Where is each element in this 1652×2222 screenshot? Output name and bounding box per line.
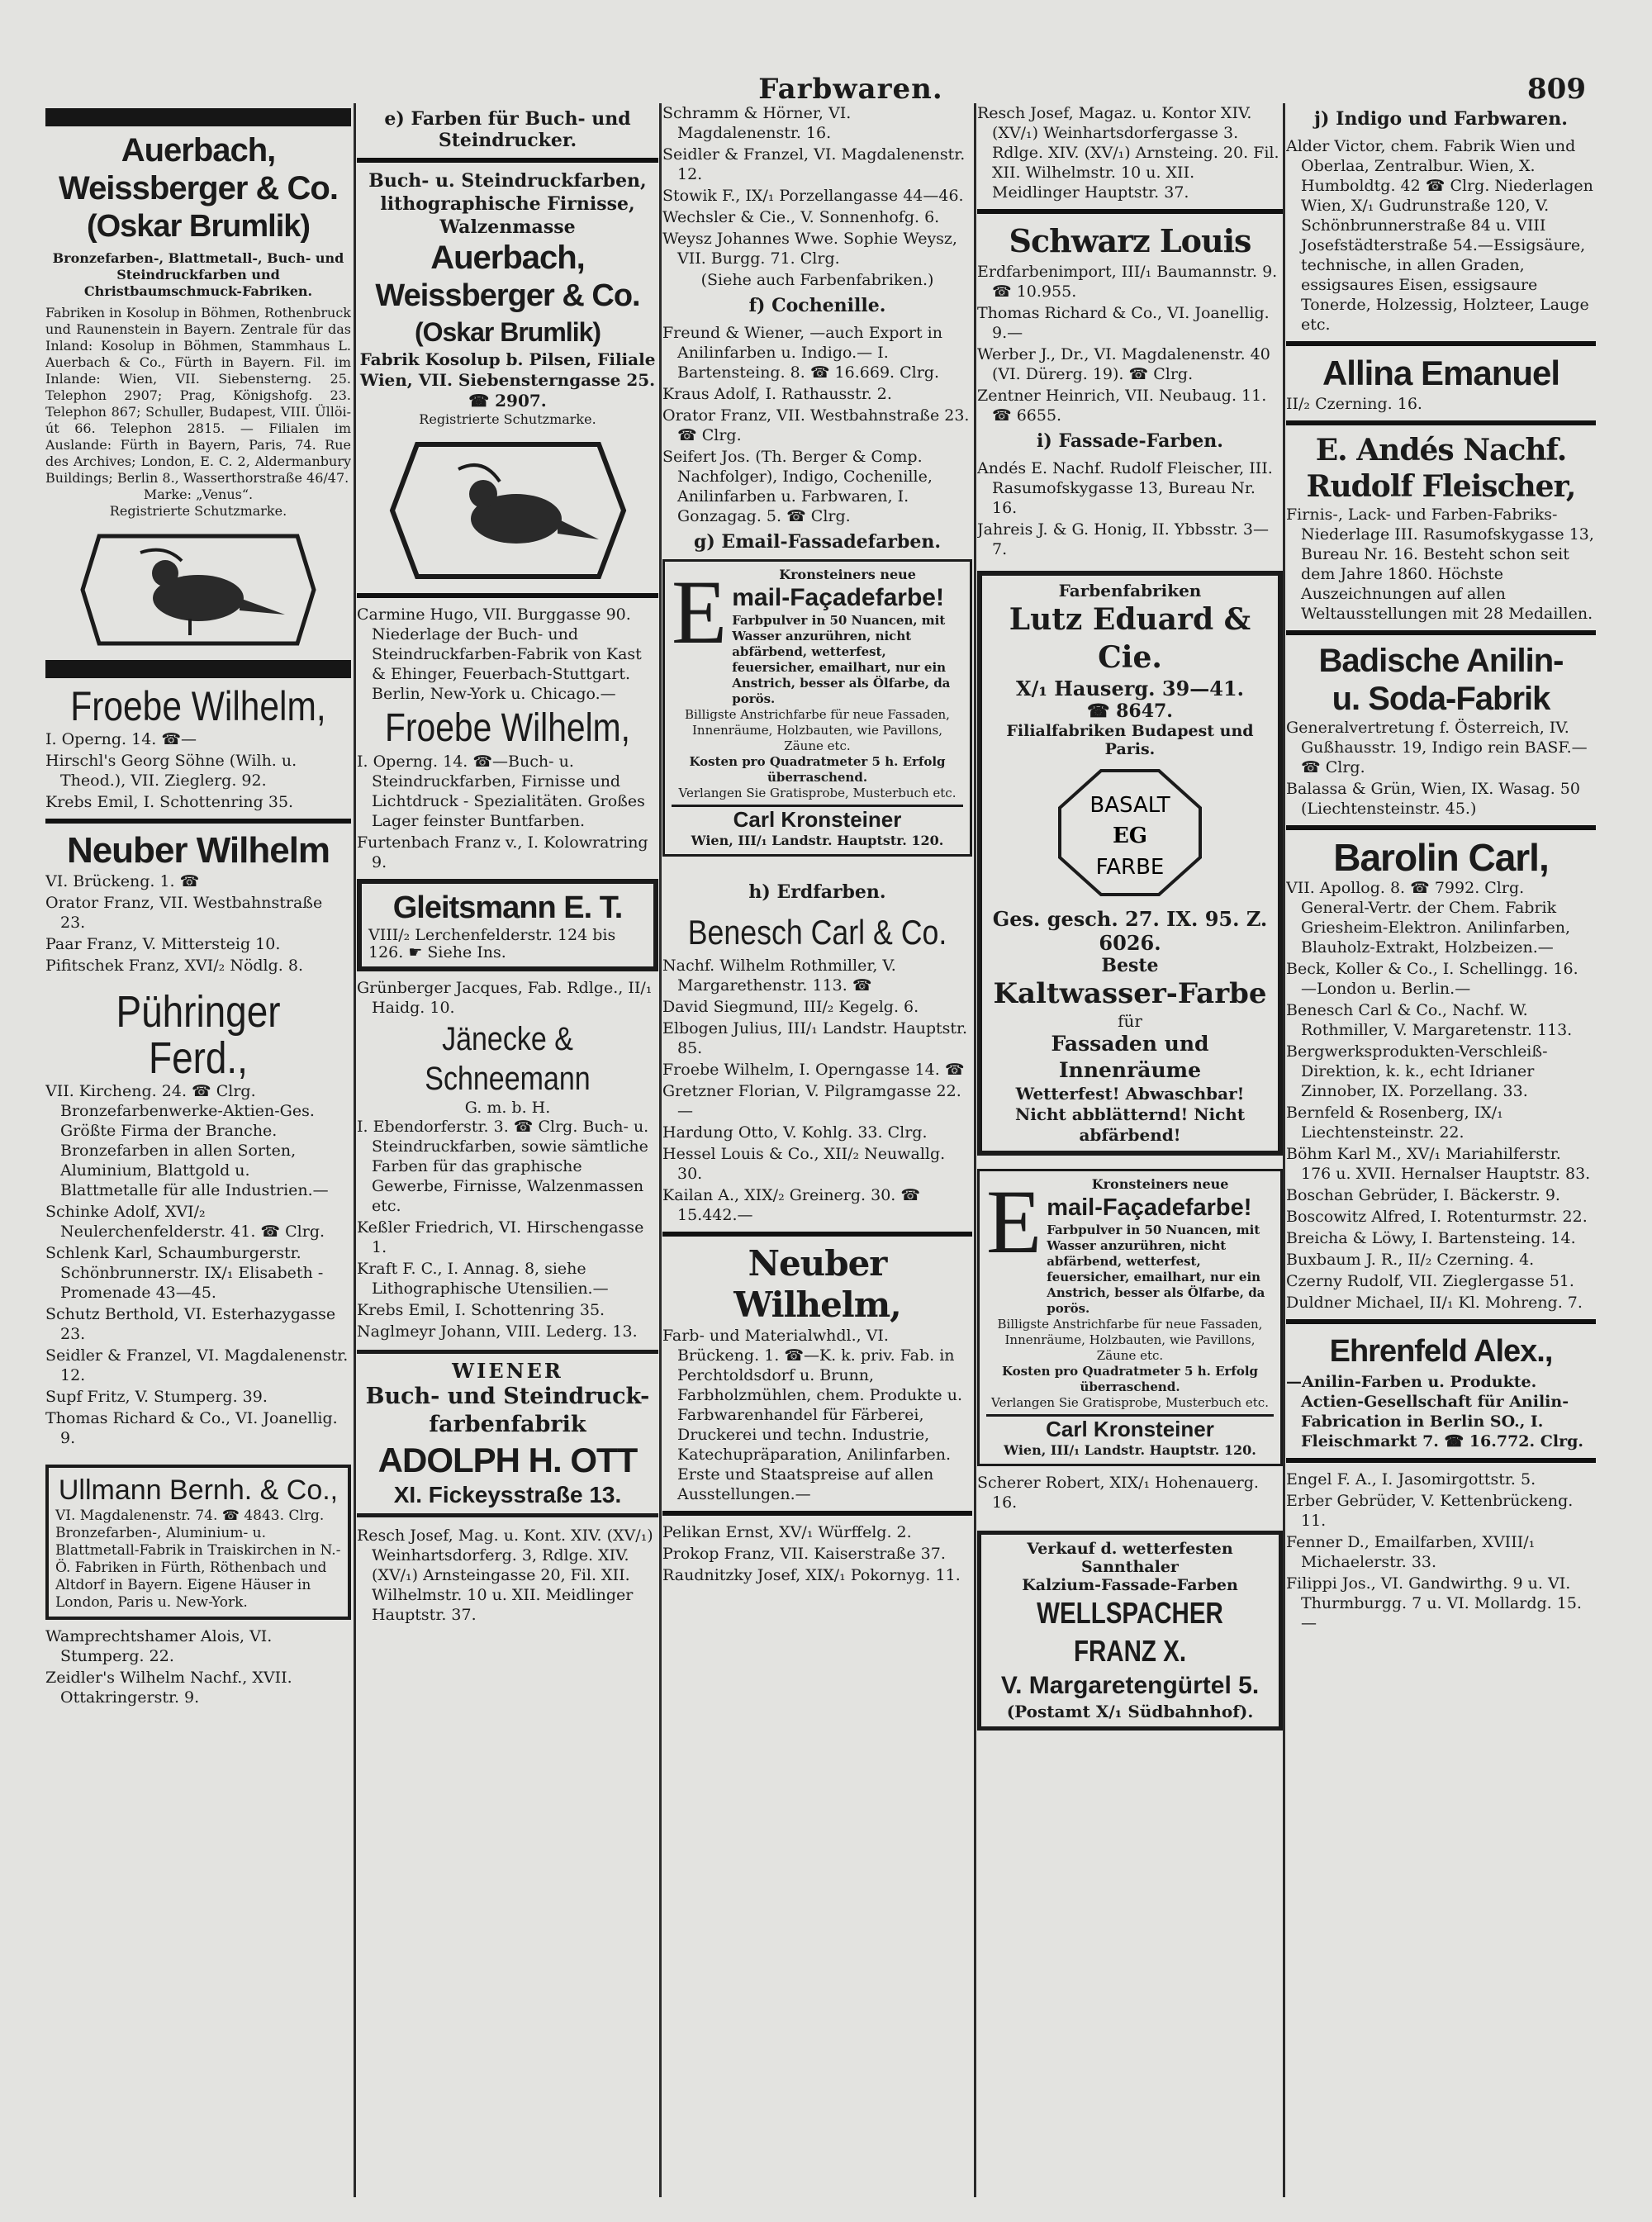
listing-entry: Stowik F., IX/₁ Porzellangasse 44—46. [662, 187, 964, 205]
ad-addr: Wien, III/₁ Landstr. Hauptstr. 120. [691, 833, 944, 848]
listing-entry: (Siehe auch Farbenfabriken.) [700, 271, 934, 289]
ad-name: ADOLPH H. OTT [377, 1441, 638, 1479]
ad-initial: E [986, 1171, 1042, 1272]
listing-entry: Elbogen Julius, III/₁ Landstr. Hauptstr. 85. [662, 1019, 968, 1057]
ad-wellspacher [977, 1531, 1283, 1731]
listing-entry: Nachf. Wilhelm Rothmiller, V. Margarethenstr. 113. ☎ [662, 957, 896, 995]
listing-entry: Beck, Koller & Co., I. Schellingg. 16. —London u. Berlin.— [1286, 960, 1578, 998]
divider [662, 1232, 972, 1237]
ad-name: Weissberger & Co. [59, 170, 338, 207]
listing-entry: I. Ebendorferstr. 3. ☎ Clrg. Buch- u. Steindruckfarben, sowie sämtliche Farben für das graphische Gewerbe, Firnisse, Walzenmassen etc. [357, 1118, 649, 1215]
listing-entry: Seidler & Franzel, VI. Magdalenenstr. 12. [662, 145, 966, 183]
ad-top: Kronsteiners neue [1091, 1176, 1229, 1192]
seal-text-bottom: FARBE [1095, 855, 1165, 880]
listing-entry: Böhm Karl M., XV/₁ Mariahilferstr. 176 u. XVII. Hernalser Hauptstr. 83. [1286, 1145, 1591, 1183]
listing-entry: Zentner Heinrich, VII. Neubaug. 11. ☎ 6655. [977, 387, 1267, 425]
ad-tel: ☎ 8647. [1087, 700, 1173, 722]
divider [1286, 1319, 1596, 1324]
listing-entry: Raudnitzky Josef, XIX/₁ Pokornyg. 11. [662, 1566, 961, 1584]
listing-entry: Zeidler's Wilhelm Nachf., XVII. Ottakringerstr. 9. [45, 1669, 292, 1707]
bird-trademark-icon [384, 436, 632, 585]
listing-entry: I. Operng. 14. ☎—Buch- u. Steindruckfarben, Firnisse und Lichtdruck - Spezialitäten. Großes Lager feinster Buntfarben. [357, 753, 645, 830]
ad-top: Kronsteiners neue [779, 567, 916, 582]
listing-entry: VII. Apollog. 8. ☎ 7992. Clrg. General-Vertr. der Chem. Fabrik Griesheim-Elektron. Anilinfarben, Blauholz-Extrakt, Holzbeizen.— [1286, 879, 1571, 957]
barolin-title: Barolin Carl, [1333, 836, 1549, 879]
page-title: Farbwaren. [758, 73, 943, 106]
andes-title: Rudolf Fleischer, [1306, 469, 1576, 504]
listing-entry: Gretzner Florian, V. Pilgramgasse 22.— [662, 1082, 961, 1120]
listing-entry: Hirschl's Georg Söhne (Wilh. u. Theod.), VII. Zieglerg. 92. [45, 752, 297, 790]
ad-top: Farbenfabriken [1058, 581, 1202, 601]
listing-entry: Jahreis J. & G. Honig, II. Ybbsstr. 3—7. [977, 520, 1269, 558]
listing-entry: Buxbaum J. R., II/₂ Czerning. 4. [1286, 1251, 1535, 1269]
ad-kronsteiner-2 [977, 1169, 1283, 1466]
ad-fuer: für [1118, 1011, 1142, 1031]
column-rule [974, 103, 976, 2197]
listing-entry: Furtenbach Franz v., I. Kolowratring 9. [357, 833, 648, 871]
divider [662, 1511, 972, 1516]
ad-gleitsmann [357, 879, 658, 971]
ad-body: Verlangen Sie Gratisprobe, Musterbuch etc. [678, 786, 957, 800]
ad-claim: Wetterfest! Abwaschbar! Nicht abblätternd! Nicht abfärbend! [1014, 1084, 1246, 1145]
listing-entry: Paar Franz, V. Mittersteig 10. [45, 935, 281, 953]
ad-name: Auerbach, [121, 132, 276, 169]
column-5 [1286, 103, 1596, 2201]
listing-entry: Krebs Emil, I. Schottenring 35. [357, 1301, 605, 1319]
ad-headline: mail-Façadefarbe! [732, 584, 944, 611]
listing-entry: Schutz Berthold, VI. Esterhazygasse 23. [45, 1305, 336, 1343]
ad-line: Buch- u. Steindruckfarben, lithographische Firnisse, Walzenmasse [368, 170, 647, 238]
divider [45, 819, 351, 824]
listing-entry: I. Operng. 14. ☎— [45, 730, 197, 748]
seal-text-top: BASALT [1089, 793, 1170, 818]
column-1 [45, 103, 351, 2201]
listing-entry: Balassa & Grün, Wien, IX. Wasag. 50 (Liechtensteinstr. 45.) [1286, 780, 1580, 818]
ad-body: Farbpulver in 50 Nuancen, mit Wasser anzurühren, nicht abfärbend, wetterfest, feuersicher, emailhart, nur ein Anstrich, besser als Ölfarbe, da porös. [732, 613, 951, 706]
ad-body: Fabriken in Kosolup in Böhmen, Rothenbruck und Raunenstein in Bayern. Zentrale für das Inland: Kosolup in Böhmen, Stammhaus L. Auerbach & Co., Fürth in Bayern. Fil. im Inlande: Wien, VII. Siebensterng. 25. Telephon 2907; Prag, Königshofg. 23. Telephon 867; Schuller, Budapest, VIII. Üllöi-út 66. Telephon 2815. — Filialen im Auslande: Fürth in Bayern, Paris, 74. Rue des Archives; London, E. C. 2, Aldermanbury Buildings; Berlin 8., Wasserthorstraße 46/47. [45, 305, 351, 486]
listing-entry: Erdfarbenimport, III/₁ Baumannstr. 9. ☎ 10.955. [977, 263, 1278, 301]
ad-addr: V. Margaretengürtel 5. [1000, 1672, 1260, 1699]
ad-firm: Carl Kronsteiner [986, 1414, 1274, 1442]
divider [1286, 825, 1596, 830]
ad-mark: Marke: „Venus“. [143, 487, 254, 502]
listing-entry: Grünberger Jacques, Fab. Rdlge., II/₁ Haidg. 10. [357, 979, 653, 1017]
divider [977, 209, 1283, 214]
listing-entry: Bergwerksprodukten-Verschleiß-Direktion, k. k., echt Idrianer Zinnober, IX. Porzellang. 33. [1286, 1042, 1548, 1100]
ehrenfeld-title: Ehrenfeld Alex., [1329, 1334, 1553, 1369]
listing-entry: Filippi Jos., VI. Gandwirthg. 9 u. VI. Thurmburgg. 7 u. VI. Mollardg. 15.— [1286, 1574, 1582, 1632]
listing-entry: Carmine Hugo, VII. Burggasse 90. Niederlage der Buch- und Steindruckfarben-Fabrik von Kast & Ehinger, Feuerbach-Stuttgart. Berlin, New-York u. Chicago.— [357, 605, 642, 703]
ad-best: Beste [1101, 955, 1159, 976]
section-heading: e) Farben für Buch- und Steindrucker. [384, 108, 631, 151]
listing-entry: Schramm & Hörner, VI. Magdalenenstr. 16. [662, 104, 852, 142]
neuber-title: Neuber Wilhelm, [733, 1243, 901, 1325]
divider [1286, 420, 1596, 425]
ad-name: Auerbach, [430, 240, 585, 276]
listing-entry: Froebe Wilhelm, I. Operngasse 14. ☎ [662, 1061, 965, 1079]
ad-line: Verkauf d. wetterfesten Sannthaler [1027, 1540, 1233, 1576]
listing-entry: Supf Fritz, V. Stumperg. 39. [45, 1388, 268, 1406]
listing-entry: II/₂ Czerning. 16. [1286, 395, 1422, 413]
listing-entry: Hardung Otto, V. Kohlg. 33. Clrg. [662, 1123, 928, 1142]
listing-entry: Wechsler & Cie., V. Sonnenhofg. 6. [662, 208, 940, 226]
seal-text-mid: EG [1112, 824, 1148, 848]
froebe-title: Froebe Wilhelm, [70, 683, 326, 729]
page-number: 809 [1527, 73, 1586, 106]
divider [1286, 1458, 1596, 1463]
listing-entry: Weysz Johannes Wwe. Sophie Weysz, VII. Burgg. 71. Clrg. [662, 230, 957, 268]
divider [357, 158, 658, 163]
listing-entry: Seifert Jos. (Th. Berger & Comp. Nachfolger), Indigo, Cochenille, Anilinfarben u. Farbwaren, I. Gonzagag. 5. ☎ Clrg. [662, 448, 933, 525]
andes-title: E. Andés Nachf. [1315, 433, 1567, 468]
ad-line: Kalzium-Fassade-Farben [1022, 1576, 1238, 1594]
listing-entry: Engel F. A., I. Jasomirgottstr. 5. [1286, 1470, 1536, 1488]
ad-addr: Wien, III/₁ Landstr. Hauptstr. 120. [1004, 1442, 1256, 1458]
ad-firm: Carl Kronsteiner [672, 805, 963, 833]
listing-entry: Erber Gebrüder, V. Kettenbrückeng. 11. [1286, 1492, 1574, 1530]
ad-reg: Registrierte Schutzmarke. [109, 503, 287, 519]
benesch-title: Benesch Carl & Co. [687, 913, 947, 952]
listing-entry: Thomas Richard & Co., VI. Joanellig. 9. [45, 1409, 338, 1447]
listing-entry: Pelikan Ernst, XV/₁ Würffelg. 2. [662, 1523, 912, 1541]
listing-entry: Fenner D., Emailfarben, XVIII/₁ Michaelerstr. 33. [1286, 1533, 1536, 1571]
ad-title: Gleitsmann E. T. [392, 890, 623, 925]
column-4 [977, 103, 1283, 2201]
ad-body: VI. Magdalenenstr. 74. ☎ 4843. Clrg. Bronzefarben-, Aluminium- u. Blattmetall-Fabrik in Traiskirchen in N.-Ö. Fabriken in Fürth, Röthenbach und Altdorf in Bayern. Eigene Häuser in London, Paris u. New-York. [55, 1507, 341, 1611]
listing-entry: Breicha & Löwy, I. Bartensteing. 14. [1286, 1229, 1576, 1247]
ad-body: Kosten pro Quadratmeter 5 h. Erfolg überraschend. [689, 754, 946, 785]
janecke-title: Jänecke & Schneemann [425, 1021, 591, 1097]
puhringer-title: Pühringer Ferd., [116, 987, 281, 1083]
ad-body: Fabrik Kosolup b. Pilsen, Filiale Wien, VII. Siebensterngasse 25. ☎ 2907. [359, 349, 656, 411]
badische-title: u. Soda-Fabrik [1332, 681, 1550, 717]
ad-name: (Oskar Brumlik) [414, 317, 601, 347]
ad-name: (Oskar Brumlik) [86, 209, 311, 244]
listing-entry: Seidler & Franzel, VI. Magdalenenstr. 12. [45, 1346, 349, 1384]
froebe-title: Froebe Wilhelm, [384, 706, 631, 750]
listing-entry: Andés E. Nachf. Rudolf Fleischer, III. Rasumofskygasse 13, Bureau Nr. 16. [977, 459, 1273, 517]
listing-entry: Hessel Louis & Co., XII/₂ Neuwallg. 30. [662, 1145, 946, 1183]
ad-body: Kosten pro Quadratmeter 5 h. Erfolg überraschend. [1001, 1364, 1259, 1394]
ad-body: VIII/₂ Lerchenfelderstr. 124 bis 126. ☛ Siehe Ins. [368, 926, 616, 961]
section-heading: i) Fassade-Farben. [1037, 430, 1223, 452]
listing-entry: VII. Kircheng. 24. ☎ Clrg. Bronzefarbenwerke-Aktien-Ges. Größte Firma der Branche. Bronzefarben in allen Sorten, Aluminium, Blattgold u. Blattmetalle für alle Industrien.— [45, 1082, 329, 1199]
listing-entry: Resch Josef, Magaz. u. Kontor XIV. (XV/₁) Weinhartsdorfergasse 3. Rdlge. XIV. (XV/₁) Arnsteing. 20. Fil. XII. Wilhelmstr. 10 u. XII. Meidlinger Hauptstr. 37. [977, 104, 1279, 202]
ad-body: Verlangen Sie Gratisprobe, Musterbuch etc. [991, 1395, 1269, 1410]
section-heading: j) Indigo und Farbwaren. [1314, 108, 1568, 130]
listing-entry: Thomas Richard & Co., VI. Joanellig. 9.— [977, 304, 1270, 342]
ad-reg: Ges. gesch. 27. IX. 95. Z. 6026. [992, 907, 1268, 955]
ad-body: Farbpulver in 50 Nuancen, mit Wasser anzurühren, nicht abfärbend, wetterfest, feuersicher, emailhart, nur ein Anstrich, besser als Ölfarbe, da porös. [1047, 1223, 1265, 1316]
divider [1286, 630, 1596, 635]
ad-line: WIENER [452, 1359, 563, 1383]
page-header [0, 73, 1652, 106]
black-bar [45, 660, 351, 678]
ad-lutz [977, 571, 1283, 1156]
listing-entry: Benesch Carl & Co., Nachf. W. Rothmiller, V. Margaretenstr. 113. [1286, 1001, 1573, 1039]
column-2 [357, 103, 658, 2201]
ad-ott [357, 1350, 658, 1517]
ad-headline: mail-Façadefarbe! [1047, 1194, 1252, 1221]
listing-entry: Keßler Friedrich, VI. Hirschengasse 1. [357, 1218, 644, 1256]
column-rule [659, 103, 662, 2197]
ad-title: Ullmann Bernh. & Co., [58, 1474, 339, 1506]
column-3 [662, 103, 972, 2201]
listing-entry: Krebs Emil, I. Schottenring 35. [45, 793, 294, 811]
ad-post: (Postamt X/₁ Südbahnhof). [1006, 1702, 1254, 1721]
ad-line: Bronzefarben-, Blattmetall-, Buch- und Steindruckfarben und Christbaumschmuck-Fabriken. [52, 250, 344, 299]
ad-name: Lutz Eduard & Cie. [1009, 602, 1251, 675]
schwarz-title: Schwarz Louis [1009, 222, 1251, 259]
listing-entry: Naglmeyr Johann, VIII. Lederg. 13. [357, 1322, 638, 1341]
ad-name: Weissberger & Co. [375, 278, 640, 313]
listing-entry: David Siegmund, III/₂ Kegelg. 6. [662, 998, 919, 1016]
listing-entry: Kraft F. C., I. Annag. 8, siehe Lithographische Utensilien.— [357, 1260, 609, 1298]
listing-entry: Alder Victor, chem. Fabrik Wien und Oberlaa, Zentralbur. Wien, X. Humboldtg. 42 ☎ Clrg. Niederlagen Wien, X/₁ Gudrunstraße 120, V. Schönbrunnerstraße 84 u. VIII Josefstädterstraße 54.—Essigsäure, technische, in allen Graden, essigsaures Eisen, essigsaure Tonerde, Holzessig, Holzteer, Lauge etc. [1286, 137, 1593, 334]
allina-title: Allina Emanuel [1322, 354, 1560, 392]
ad-auerbach-2 [357, 169, 658, 585]
listing-entry: Werber J., Dr., VI. Magdalenenstr. 40 (VI. Dürerg. 19). ☎ Clrg. [977, 345, 1270, 383]
listing-entry: Firnis-, Lack- und Farben-Fabriks-Niederlage III. Rasumofskygasse 13, Bureau Nr. 16. Besteht schon seit dem Jahre 1860. Höchste Auszeichnungen auf allen Weltausstellungen mit 28 Medaillen. [1286, 506, 1594, 623]
listing-entry: Duldner Michael, II/₁ Kl. Mohreng. 7. [1286, 1294, 1583, 1312]
ad-initial: E [672, 562, 728, 662]
column-rule [1283, 103, 1285, 2197]
listing-entry: Orator Franz, VII. Westbahnstraße 23. ☎ Clrg. [662, 406, 970, 444]
ad-body: Billigste Anstrichfarbe für neue Fassaden, Innenräume, Holzbauten, wie Pavillons, Zäune etc. [685, 707, 950, 753]
ad-line: Buch- und Steindruck- [365, 1384, 650, 1409]
listing-entry: VI. Brückeng. 1. ☎ [45, 872, 200, 890]
section-heading: g) Email-Fassadefarben. [693, 531, 942, 553]
listing-entry: Boscowitz Alfred, I. Rotenturmstr. 22. [1286, 1208, 1588, 1226]
section-heading: f) Cochenille. [748, 295, 886, 316]
ad-product: Kaltwasser-Farbe [993, 977, 1267, 1010]
ad-use: Fassaden und Innenräume [1051, 1032, 1209, 1082]
listing-entry: Czerny Rudolf, VII. Zieglergasse 51. [1286, 1272, 1574, 1290]
ad-addr: XI. Fickeysstraße 13. [393, 1482, 622, 1507]
ad-reg: Registrierte Schutzmarke. [419, 411, 596, 427]
divider [1286, 341, 1596, 346]
badische-title: Badische Anilin- [1318, 643, 1564, 679]
ad-line: farbenfabrik [429, 1412, 586, 1437]
listing-entry: Bernfeld & Rosenberg, IX/₁ Liechtensteinstr. 22. [1286, 1104, 1503, 1142]
ad-ullmann [45, 1465, 351, 1620]
ad-addr: X/₁ Hauserg. 39—41. [1016, 677, 1244, 700]
basalt-seal-icon [1056, 767, 1204, 899]
listing-entry: —Anilin-Farben u. Produkte. Actien-Gesellschaft für Anilin-Fabrication in Berlin SO., I. Fleischmarkt 7. ☎ 16.772. Clrg. [1286, 1373, 1583, 1450]
listing-entry: Generalvertretung f. Österreich, IV. Gußhausstr. 19, Indigo rein BASF.—☎ Clrg. [1286, 719, 1588, 776]
listing-entry: Kailan A., XIX/₂ Greinerg. 30. ☎ 15.442.— [662, 1186, 921, 1224]
janecke-sub: G. m. b. H. [464, 1099, 551, 1117]
listing-entry: Orator Franz, VII. Westbahnstraße 23. [45, 894, 323, 932]
listing-entry: Kraus Adolf, I. Rathausstr. 2. [662, 385, 892, 403]
black-bar [45, 108, 351, 126]
listing-entry: Freund & Wiener, —auch Export in Anilinfarben u. Indigo.— I. Bartensteing. 8. ☎ 16.669. Clrg. [662, 324, 942, 382]
ad-body: Billigste Anstrichfarbe für neue Fassaden, Innenräume, Holzbauten, wie Pavillons, Zäune etc. [997, 1317, 1263, 1363]
listing-entry: Pifitschek Franz, XVI/₂ Nödlg. 8. [45, 957, 303, 975]
listing-entry: Wamprechtshamer Alois, VI. Stumperg. 22. [45, 1627, 273, 1665]
listing-entry: Schinke Adolf, XVI/₂ Neulerchenfelderstr. 41. ☎ Clrg. [45, 1203, 325, 1241]
ad-fil: Filialfabriken Budapest und Paris. [1006, 722, 1254, 758]
column-rule [354, 103, 356, 2197]
listing-entry: Resch Josef, Mag. u. Kont. XIV. (XV/₁) Weinhartsdorferg. 3, Rdlge. XIV. (XV/₁) Arnsteingasse 20, Fil. XII. Wilhelmstr. 10 u. XII. Meidlinger Hauptstr. 37. [357, 1526, 653, 1624]
neuber-title: Neuber Wilhelm [66, 830, 330, 871]
ad-name: WELLSPACHER FRANZ X. [1037, 1596, 1223, 1668]
section-heading: h) Erdfarben. [748, 881, 886, 903]
divider [357, 593, 658, 598]
bird-trademark-icon [74, 528, 322, 652]
ad-kronsteiner [662, 559, 972, 857]
listing-entry: Boschan Gebrüder, I. Bäckerstr. 9. [1286, 1186, 1560, 1204]
ad-auerbach [45, 131, 351, 652]
listing-entry: Farb- und Materialwhdl., VI. Brückeng. 1. ☎—K. k. priv. Fab. in Perchtoldsdorf u. Brunn, Farbholzmühlen, chem. Produkte u. Farbwarenhandel für Färberei, Druckerei und techn. Industrie, Katechupräparation, Anilinfarben. Erste und Staatspreise auf allen Ausstellungen.— [662, 1327, 962, 1503]
listing-entry: Prokop Franz, VII. Kaiserstraße 37. [662, 1545, 946, 1563]
listing-entry: Scherer Robert, XIX/₁ Hohenauerg. 16. [977, 1474, 1259, 1512]
listing-entry: Schlenk Karl, Schaumburgerstr. Schönbrunnerstr. IX/₁ Elisabeth - Promenade 43—45. [45, 1244, 324, 1302]
